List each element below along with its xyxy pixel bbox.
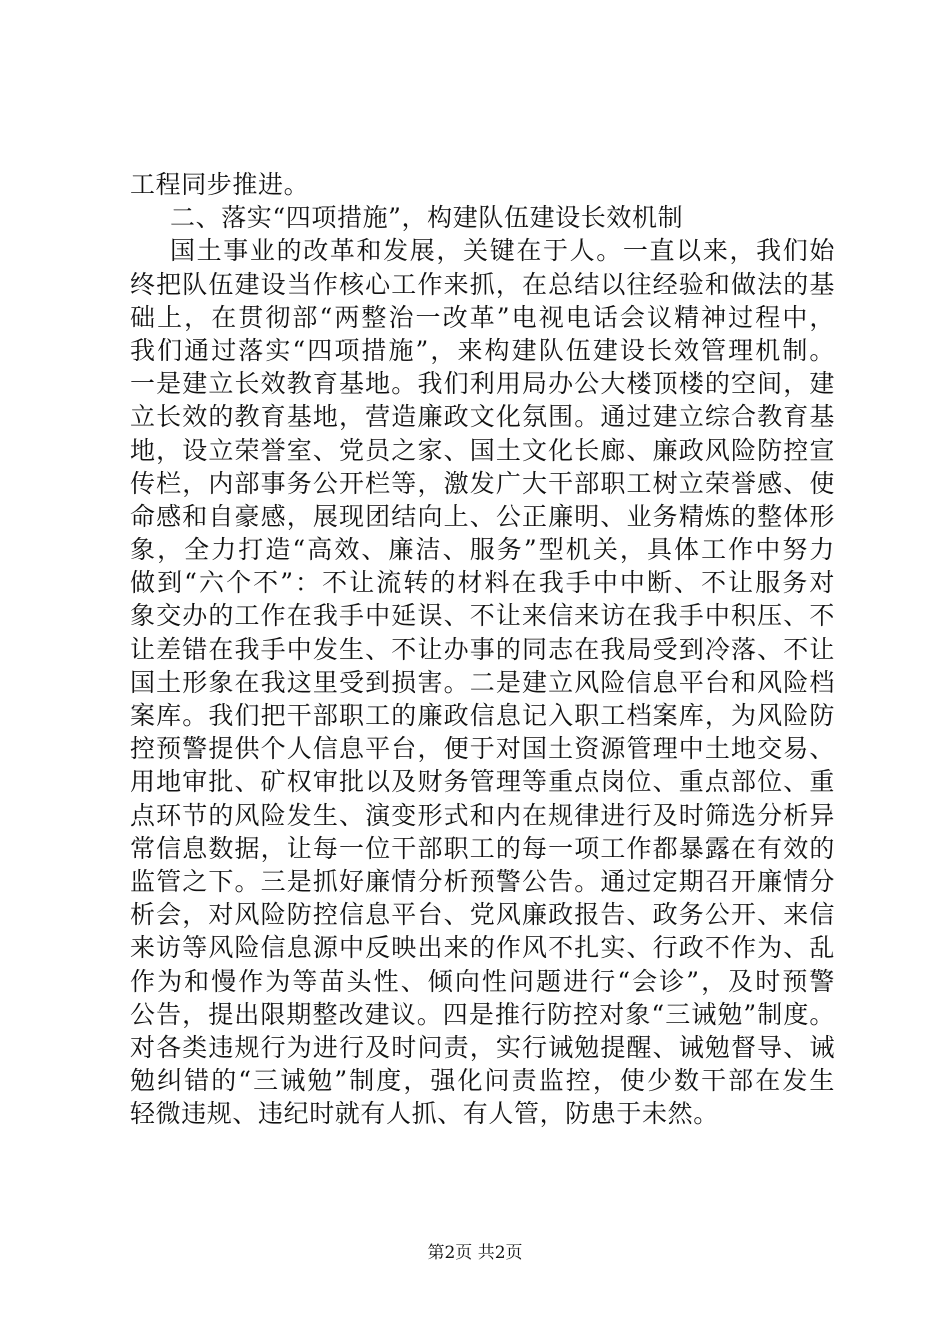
text-line: 对各类违规行为进行及时问责，实行诫勉提醒、诫勉督导、诫 bbox=[130, 1032, 835, 1062]
text-line: 点环节的风险发生、演变形式和内在规律进行及时筛选分析异 bbox=[130, 800, 835, 830]
text-line: 象交办的工作在我手中延误、不让来信来访在我手中积压、不 bbox=[130, 601, 835, 631]
text-line: 让差错在我手中发生、不让办事的同志在我局受到冷落、不让 bbox=[130, 634, 835, 664]
text-line: 础上，在贯彻部“两整治一改革”电视电话会议精神过程中， bbox=[130, 302, 835, 332]
text-line: 来访等风险信息源中反映出来的作风不扎实、行政不作为、乱 bbox=[130, 933, 835, 963]
text-line: 传栏，内部事务公开栏等，激发广大干部职工树立荣誉感、使 bbox=[130, 468, 835, 498]
text-line: 国土事业的改革和发展，关键在于人。一直以来，我们始 bbox=[170, 236, 835, 266]
body-text bbox=[130, 168, 835, 1130]
text-line: 用地审批、矿权审批以及财务管理等重点岗位、重点部位、重 bbox=[130, 767, 835, 797]
text-line: 公告，提出限期整改建议。四是推行防控对象“三诫勉”制度。 bbox=[130, 999, 835, 1029]
text-line: 象，全力打造“高效、廉洁、服务”型机关，具体工作中努力 bbox=[130, 535, 835, 565]
text-line: 勉纠错的“三诫勉”制度，强化问责监控，使少数干部在发生 bbox=[130, 1066, 835, 1096]
page-number-footer: 第2页 共2页 bbox=[427, 1243, 523, 1263]
text-line: 作为和慢作为等苗头性、倾向性问题进行“会诊”，及时预警 bbox=[130, 966, 835, 996]
text-line: 轻微违规、违纪时就有人抓、有人管，防患于未然。 bbox=[130, 1099, 719, 1129]
text-line: 控预警提供个人信息平台，便于对国土资源管理中土地交易、 bbox=[130, 734, 835, 764]
text-line: 监管之下。三是抓好廉情分析预警公告。通过定期召开廉情分 bbox=[130, 866, 835, 896]
text-line: 终把队伍建设当作核心工作来抓，在总结以往经验和做法的基 bbox=[130, 269, 835, 299]
text-line: 工程同步推进。 bbox=[130, 170, 310, 199]
text-line: 我们通过落实“四项措施”，来构建队伍建设长效管理机制。 bbox=[130, 335, 835, 365]
text-line: 析会，对风险防控信息平台、党风廉政报告、政务公开、来信 bbox=[130, 900, 835, 930]
text-line: 立长效的教育基地，营造廉政文化氛围。通过建立综合教育基 bbox=[130, 402, 835, 432]
text-line: 一是建立长效教育基地。我们利用局办公大楼顶楼的空间，建 bbox=[130, 369, 835, 399]
section-heading: 二、落实“四项措施”，构建队伍建设长效机制 bbox=[170, 203, 684, 233]
text-line: 案库。我们把干部职工的廉政信息记入职工档案库，为风险防 bbox=[130, 701, 835, 730]
text-line: 命感和自豪感，展现团结向上、公正廉明、业务精炼的整体形 bbox=[130, 501, 835, 531]
text-line: 地，设立荣誉室、党员之家、国土文化长廊、廉政风险防控宣 bbox=[130, 435, 835, 465]
text-line: 做到“六个不”：不让流转的材料在我手中中断、不让服务对 bbox=[130, 568, 835, 598]
text-line: 国土形象在我这里受到损害。二是建立风险信息平台和风险档 bbox=[130, 667, 835, 697]
text-line: 常信息数据，让每一位干部职工的每一项工作都暴露在有效的 bbox=[130, 833, 835, 863]
